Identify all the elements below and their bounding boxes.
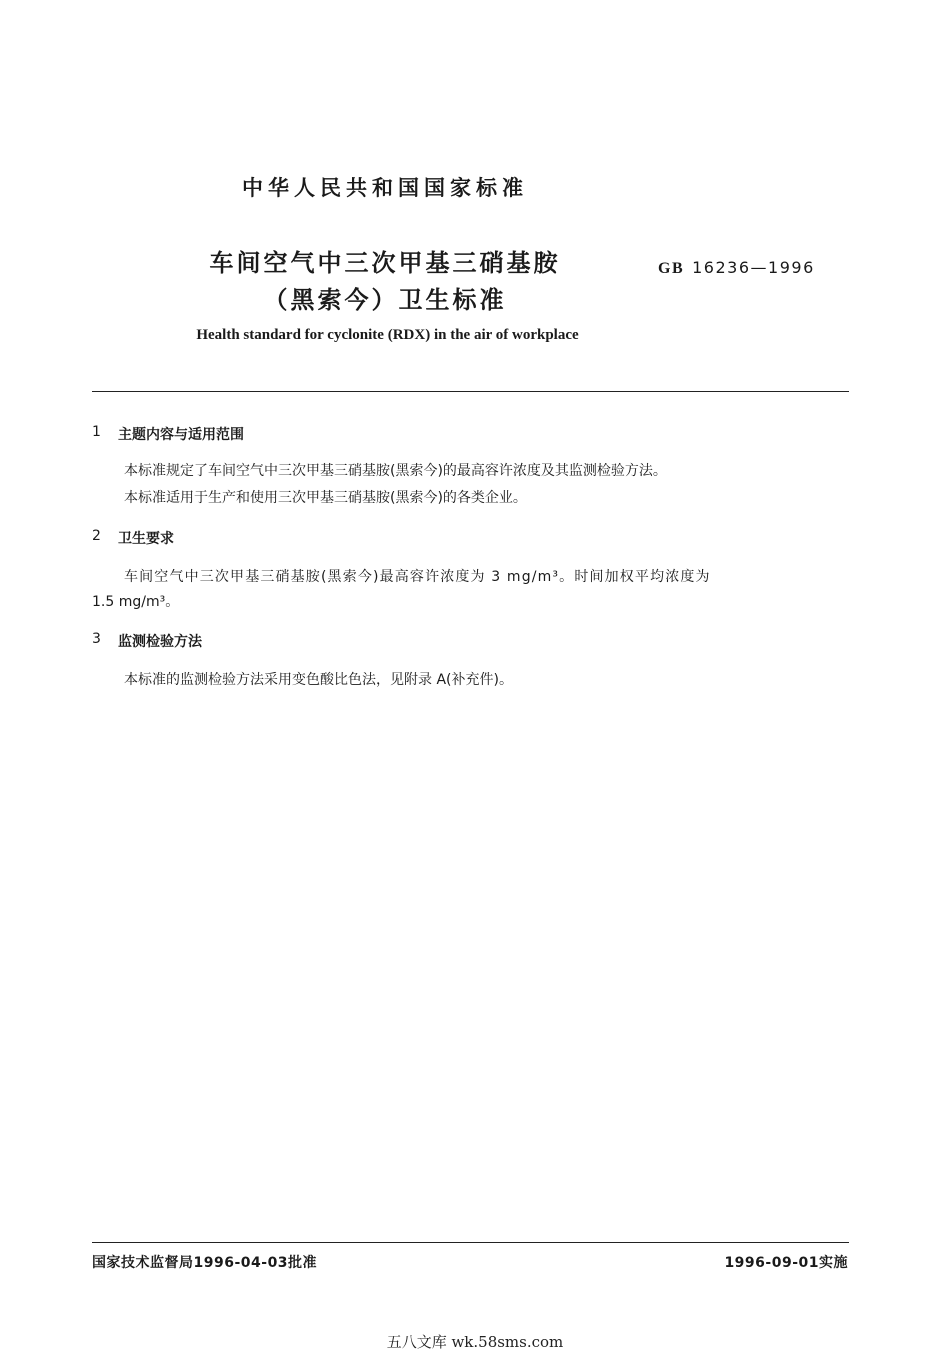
section-paragraph: 本标准规定了车间空气中三次甲基三硝基胺(黑索今)的最高容许浓度及其监测检验方法。 [124, 463, 667, 479]
header-divider [92, 391, 849, 392]
standard-title-line-1: 车间空气中三次甲基三硝基胺 [209, 249, 561, 277]
national-standard-heading: 中华人民共和国国家标准 [242, 176, 528, 200]
section-paragraph: 车间空气中三次甲基三硝基胺(黑索今)最高容许浓度为 3 mg/m³。时间加权平均浓度为 [124, 569, 711, 585]
section-title: 监测检验方法 [118, 634, 202, 650]
implementation-date: 1996-09-01实施 [724, 1255, 848, 1271]
footer-divider [92, 1242, 849, 1243]
section-title: 卫生要求 [118, 531, 174, 547]
standard-code [658, 258, 815, 278]
section-title: 主题内容与适用范围 [118, 427, 244, 443]
standard-prefix: GB [658, 260, 685, 277]
approval-date: 国家技术监督局1996-04-03批准 [92, 1255, 318, 1271]
english-title: Health standard for cyclonite (RDX) in the air of workplace [196, 327, 579, 343]
standard-number: 16236—1996 [692, 258, 815, 277]
section-number: 1 [92, 424, 101, 440]
section-paragraph: 本标准的监测检验方法采用变色酸比色法，见附录 A(补充件)。 [124, 672, 513, 688]
section-number: 2 [92, 528, 101, 544]
section-number: 3 [92, 631, 101, 647]
section-paragraph: 1.5 mg/m³。 [92, 594, 180, 610]
site-watermark: 五八文库 wk.58sms.com [386, 1333, 564, 1351]
standard-title-line-2: （黑索今）卫生标准 [263, 286, 507, 314]
section-paragraph: 本标准适用于生产和使用三次甲基三硝基胺(黑索今)的各类企业。 [124, 490, 527, 506]
